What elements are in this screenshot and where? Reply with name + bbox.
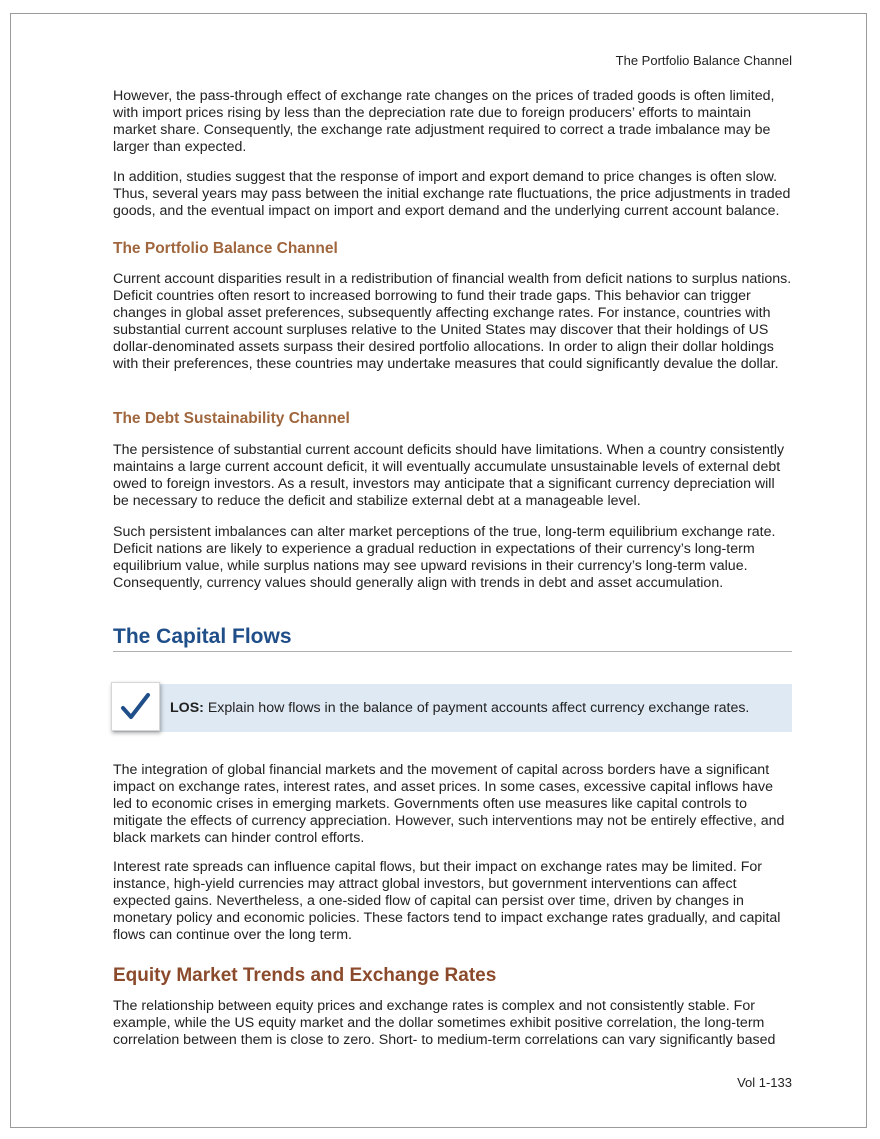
capital-paragraph-1: The integration of global financial markets and the movement of capital across borders have a significant impact on exchange rates, interest rates, and asset prices. In some cases, excessive capital inflows have led to economic crises in emerging markets. Governments often use measures like capital controls to mitigate the effects of currency appreciation. However, such interventions may not be entirely effective, and black markets can hinder control efforts. — [113, 762, 785, 846]
checkmark-icon — [111, 682, 160, 731]
running-header: The Portfolio Balance Channel — [615, 53, 792, 68]
capital-flows-heading: The Capital Flows — [113, 625, 292, 648]
section-divider — [113, 651, 792, 652]
los-statement — [170, 700, 749, 716]
intro-paragraph-2: In addition, studies suggest that the response of import and export demand to price changes is often slow. Thus, several years may pass between the initial exchange rate fluctuations, the price adjustments in traded goods, and the eventual impact on import and export demand and the underlying current account balance. — [113, 169, 791, 219]
los-label: LOS: — [170, 700, 204, 716]
equity-heading: Equity Market Trends and Exchange Rates — [113, 965, 497, 986]
debt-heading: The Debt Sustainability Channel — [113, 410, 350, 427]
debt-paragraph-2: Such persistent imbalances can alter market perceptions of the true, long-term equilibrium exchange rate. Deficit nations are likely to experience a gradual reduction in expectations of their currency’s long-term equilibrium value, while surplus nations may see upward revisions in their currency’s long-term value. Consequently, currency values should generally align with trends in debt and asset accumulation. — [113, 524, 776, 591]
capital-paragraph-2: Interest rate spreads can influence capital flows, but their impact on exchange rates may be limited. For instance, high-yield currencies may attract global investors, but government interventions can affect expected gains. Nevertheless, a one-sided flow of capital can persist over time, driven by changes in monetary policy and economic policies. These factors tend to impact exchange rates gradually, and capital flows can continue over the long term. — [113, 859, 781, 943]
debt-paragraph-1: The persistence of substantial current account deficits should have limitations. When a country consistently maintains a large current account deficit, it will eventually accumulate unsustainable levels of external debt owed to foreign investors. As a result, investors may anticipate that a significant currency depreciation will be necessary to reduce the deficit and stabilize external debt at a manageable level. — [113, 442, 785, 509]
portfolio-paragraph: Current account disparities result in a redistribution of financial wealth from deficit nations to surplus nations. Deficit countries often resort to increased borrowing to fund their trade gaps. This behavior can trigger changes in global asset preferences, subsequently affecting exchange rates. For instance, countries with substantial current account surpluses relative to the United States may discover that their holdings of US dollar-denominated assets surpass their desired portfolio allocations. In order to align their dollar holdings with their preferences, these countries may undertake measures that could significantly devalue the dollar. — [113, 271, 792, 372]
page-number: Vol 1-133 — [737, 1075, 792, 1090]
equity-paragraph: The relationship between equity prices and exchange rates is complex and not consistently stable. For example, while the US equity market and the dollar sometimes exhibit positive correlation, the long-term correlation between them is close to zero. Short- to medium-term correlations can vary significantly based — [113, 998, 776, 1048]
portfolio-heading: The Portfolio Balance Channel — [113, 240, 338, 257]
intro-paragraph-1: However, the pass-through effect of exchange rate changes on the prices of traded goods is often limited, with import prices rising by less than the depreciation rate due to foreign producers’ efforts to maintain market share. Consequently, the exchange rate adjustment required to correct a trade imbalance may be larger than expected. — [113, 88, 775, 155]
los-text: Explain how flows in the balance of payment accounts affect currency exchange rates. — [203, 700, 750, 716]
